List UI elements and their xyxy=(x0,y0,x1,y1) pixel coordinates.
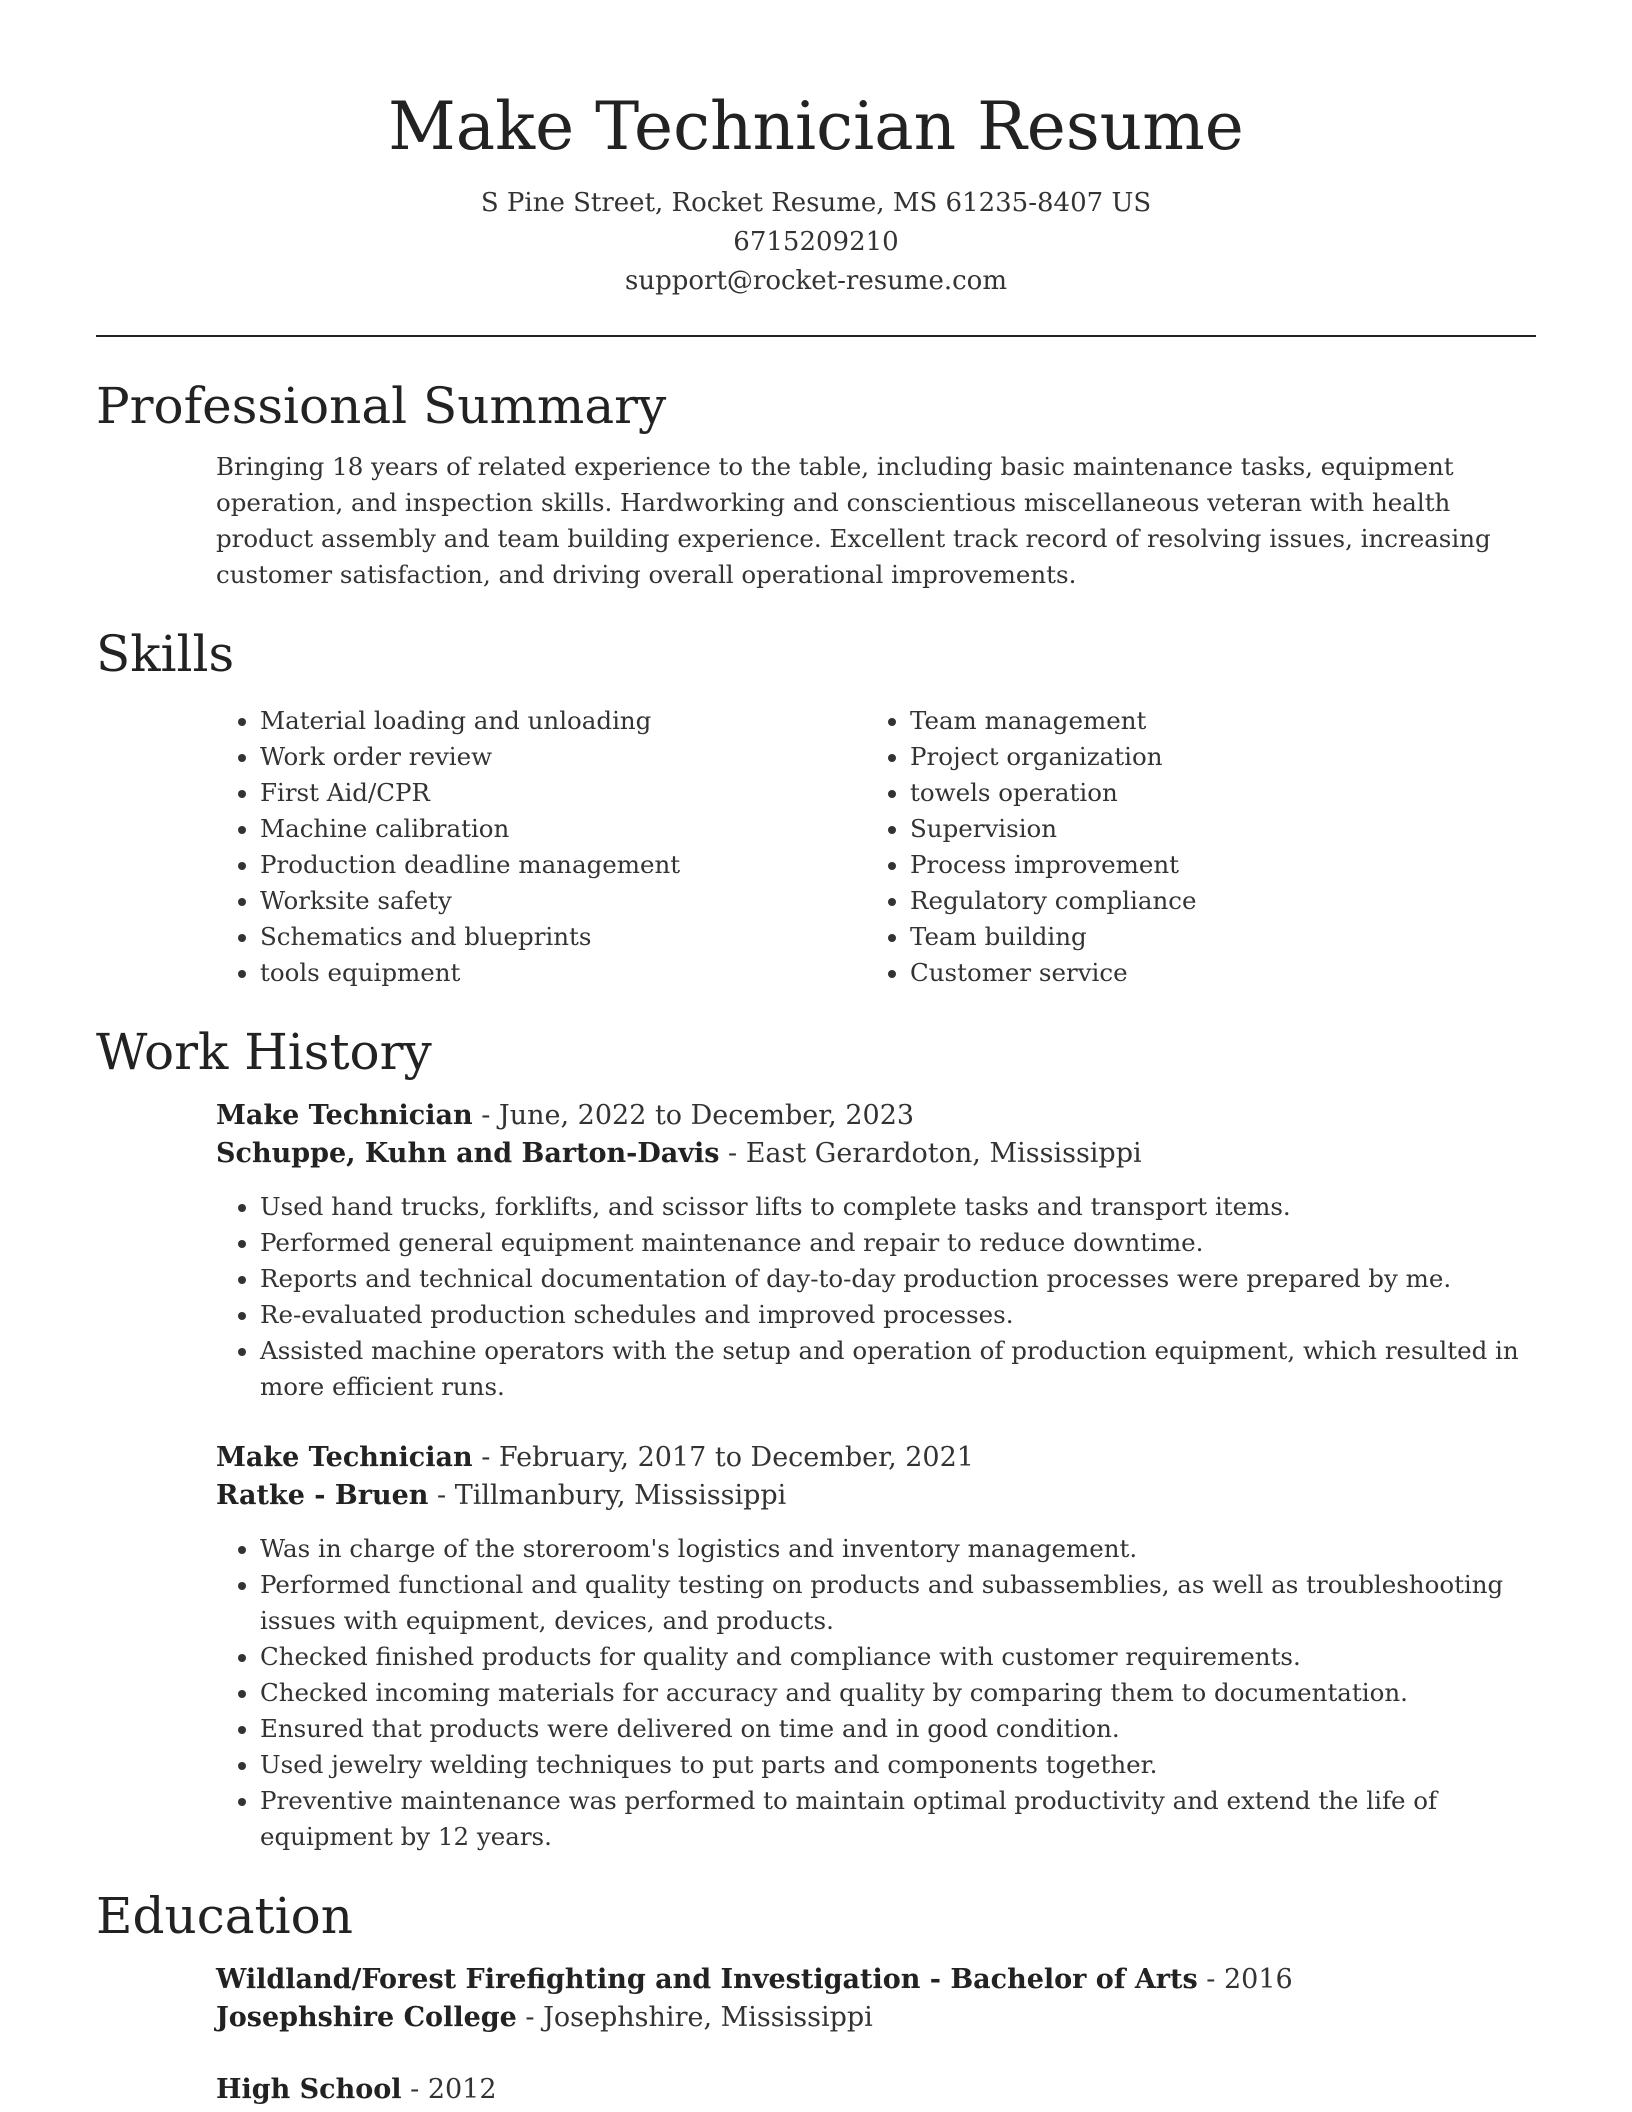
skills-grid xyxy=(216,703,1536,991)
education-entry xyxy=(216,1961,1536,2037)
job-title-line xyxy=(216,1439,1536,1477)
contact-email: support@rocket-resume.com xyxy=(624,266,1007,296)
skill-item: • Project organization xyxy=(910,739,1516,775)
job-bullet: • Preventive maintenance was performed to maintain optimal productivity and extend the life of equipment by 12 years. xyxy=(260,1783,1536,1855)
contact-address: S Pine Street, Rocket Resume, MS 61235-8407 US xyxy=(480,188,1152,218)
skills-title: Skills xyxy=(96,625,235,683)
job-bullet: • Checked incoming materials for accuracy and quality by comparing them to documentation. xyxy=(260,1675,1536,1711)
education-year: - 2016 xyxy=(1197,1964,1293,1995)
education-title: Education xyxy=(96,1887,353,1945)
job-bullet: • Performed general equipment maintenance and repair to reduce downtime. xyxy=(260,1225,1536,1261)
skill-item: • Work order review xyxy=(260,739,866,775)
skill-item: • Material loading and unloading xyxy=(260,703,866,739)
job-company-line xyxy=(216,1135,1536,1173)
skill-item: • Supervision xyxy=(910,811,1516,847)
skills-column-right xyxy=(866,703,1516,991)
education-degree-line xyxy=(216,1961,1536,1999)
summary-section xyxy=(96,371,1536,593)
summary-title: Professional Summary xyxy=(96,377,667,435)
skills-section xyxy=(96,619,1536,991)
job-dates: - June, 2022 to December, 2023 xyxy=(472,1100,915,1131)
job-bullet: • Re-evaluated production schedules and improved processes. xyxy=(260,1297,1536,1333)
job-company: Ratke - Bruen xyxy=(216,1480,429,1511)
job-company: Schuppe, Kuhn and Barton-Davis xyxy=(216,1138,720,1169)
skill-item: • tools equipment xyxy=(260,955,866,991)
work-title: Work History xyxy=(96,1023,432,1081)
job-bullets xyxy=(216,1189,1536,1405)
contact-block xyxy=(96,184,1536,301)
job-location: - East Gerardoton, Mississippi xyxy=(719,1138,1142,1169)
job-bullets xyxy=(216,1531,1536,1855)
skill-item: • Team management xyxy=(910,703,1516,739)
education-school-line xyxy=(216,1999,1536,2037)
education-section xyxy=(96,1881,1536,2109)
job-dates: - February, 2017 to December, 2021 xyxy=(472,1442,974,1473)
skills-column-left xyxy=(216,703,866,991)
education-entry xyxy=(216,2071,1536,2109)
job-role: Make Technician xyxy=(216,1100,473,1131)
job-location: - Tillmanbury, Mississippi xyxy=(428,1480,787,1511)
job-entry xyxy=(216,1439,1536,1855)
resume-header xyxy=(96,0,1536,301)
work-section xyxy=(96,1017,1536,1855)
job-bullet: • Used hand trucks, forklifts, and scissor lifts to complete tasks and transport items. xyxy=(260,1189,1536,1225)
skill-item: • Production deadline management xyxy=(260,847,866,883)
resume-page xyxy=(96,0,1536,2109)
education-degree: Wildland/Forest Firefighting and Investigation - Bachelor of Arts xyxy=(216,1964,1198,1995)
skill-item: • Customer service xyxy=(910,955,1516,991)
job-bullet: • Reports and technical documentation of day-to-day production processes were prepared by me. xyxy=(260,1261,1536,1297)
education-year: - 2012 xyxy=(401,2074,497,2105)
skill-item: • Machine calibration xyxy=(260,811,866,847)
summary-text: Bringing 18 years of related experience to the table, including basic maintenance tasks, equipment operation, and inspection skills. Hardworking and conscientious miscellaneous veteran with health product assembly and team building experience. Excellent track record of resolving issues, increasing customer satisfaction, and driving overall operational improvements. xyxy=(216,452,1491,589)
job-role: Make Technician xyxy=(216,1442,473,1473)
education-degree-line xyxy=(216,2071,1536,2109)
job-bullet: • Assisted machine operators with the setup and operation of production equipment, which resulted in more efficient runs. xyxy=(260,1333,1536,1405)
education-degree: High School xyxy=(216,2074,402,2105)
skill-item: • Process improvement xyxy=(910,847,1516,883)
job-bullet: • Was in charge of the storeroom's logistics and inventory management. xyxy=(260,1531,1536,1567)
job-bullet: • Ensured that products were delivered on time and in good condition. xyxy=(260,1711,1536,1747)
skill-item: • Regulatory compliance xyxy=(910,883,1516,919)
job-title-line xyxy=(216,1097,1536,1135)
job-entry xyxy=(216,1097,1536,1405)
education-school: Josephshire College xyxy=(216,2002,517,2033)
skill-item: • Schematics and blueprints xyxy=(260,919,866,955)
skill-item: • First Aid/CPR xyxy=(260,775,866,811)
skill-item: • Team building xyxy=(910,919,1516,955)
skill-item: • towels operation xyxy=(910,775,1516,811)
contact-phone: 6715209210 xyxy=(733,227,899,257)
job-company-line xyxy=(216,1477,1536,1515)
job-bullet: • Performed functional and quality testing on products and subassemblies, as well as troubleshooting issues with equipment, devices, and products. xyxy=(260,1567,1536,1639)
header-divider xyxy=(96,335,1536,337)
skill-item: • Worksite safety xyxy=(260,883,866,919)
education-location: - Josephshire, Mississippi xyxy=(516,2002,873,2033)
resume-name: Make Technician Resume xyxy=(388,88,1244,165)
job-bullet: • Used jewelry welding techniques to put parts and components together. xyxy=(260,1747,1536,1783)
job-bullet: • Checked finished products for quality and compliance with customer requirements. xyxy=(260,1639,1536,1675)
